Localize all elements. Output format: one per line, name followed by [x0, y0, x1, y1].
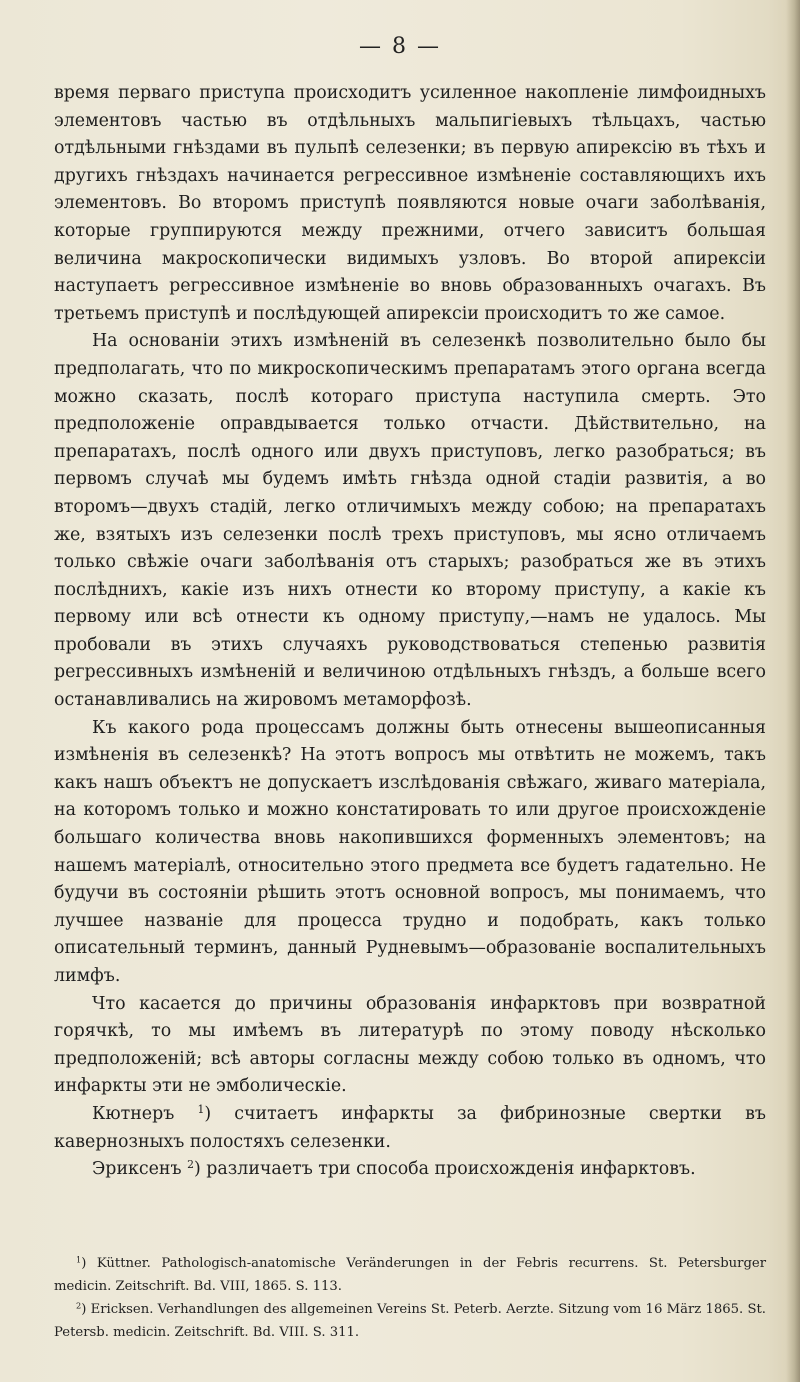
footnote-ref-1: 1: [197, 1103, 205, 1117]
paragraph-6-lead: Эриксенъ: [92, 1159, 188, 1180]
paragraph-6: [54, 1156, 766, 1184]
footnote-2-text: ) Ericksen. Verhandlungen des allgemeinen Vereins St. Peterb. Aerzte. Sitzung vom 16 März 1865. St. Petersb. medicin. Zeitschrift. Bd. VIII. S. 311.: [54, 1302, 766, 1340]
paragraph-4: Что касается до причины образованія инфарктовъ при возвратной горячкѣ, то мы имѣемъ въ литературѣ по этому поводу нѣсколько предположеній; всѣ авторы согласны между собою только въ одномъ, что инфаркты эти не эмболическіе.: [54, 993, 766, 1097]
page-number: — 8 —: [359, 34, 441, 59]
footnote-1-mark: 1: [76, 1254, 82, 1265]
paragraph-5: [54, 1101, 766, 1156]
footnote-1: [54, 1252, 766, 1298]
paragraph-5-lead: Кютнеръ: [92, 1103, 198, 1124]
paragraph-2: На основаніи этихъ измѣненій въ селезенкѣ позволительно было бы предполагать, что по микроскопическимъ препаратамъ этого органа всегда можно сказать, послѣ котораго приступа наступила смерть. Это предположеніе оправдывается только отчасти. Дѣйствительно, на препаратахъ, послѣ одного или двухъ приступовъ, легко разобраться; въ первомъ случаѣ мы будемъ имѣть гнѣзда одной стадіи развитія, а во второмъ—двухъ стадій, легко отличимыхъ между собою; на препаратахъ же, взятыхъ изъ селезенки послѣ трехъ приступовъ, мы ясно отличаемъ только свѣжіе очаги заболѣванія отъ старыхъ; разобраться же въ этихъ послѣднихъ, какіе изъ нихъ отнести ко второму приступу, а какіе къ первому или всѣ отнести къ одному приступу,—намъ не удалось. Мы пробовали въ этихъ случаяхъ руководствоваться степенью развитія регрессивныхъ измѣненій и величиною отдѣльныхъ гнѣздъ, а больше всего останавливались на жировомъ метаморфозѣ.: [54, 331, 766, 711]
paragraph-1: время перваго приступа происходитъ усиленное накопленіе лимфоидныхъ элементовъ частью въ отдѣльныхъ мальпигіевыхъ тѣльцахъ, частью отдѣльными гнѣздами въ пульпѣ селезенки; въ первую апирексію въ тѣхъ и другихъ гнѣздахъ начинается регрессивное измѣненіе составляющихъ ихъ элементовъ. Во второмъ приступѣ появляются новые очаги заболѣванія, которые группируются между прежними, отчего зависитъ большая величина макроскопически видимыхъ узловъ. Во второй апирексіи наступаетъ регрессивное измѣненіе во вновь образованныхъ очагахъ. Въ третьемъ приступѣ и послѣдующей апирексіи происходитъ то же самое.: [54, 83, 766, 324]
footnotes: [54, 1252, 766, 1344]
footnote-ref-2: 2: [187, 1158, 194, 1172]
page-edge-shadow: [786, 0, 800, 1382]
main-text: [54, 80, 766, 1184]
footnote-1-text: ) Küttner. Pathologisch-anatomische Veränderungen in der Febris recurrens. St. Petersburger medicin. Zeitschrift. Bd. VIII, 1865. S. 113.: [54, 1256, 766, 1294]
paragraph-5-rest: ) считаетъ инфаркты за фибринозные свертки въ кавернозныхъ полостяхъ селезенки.: [54, 1103, 766, 1152]
footnote-2-mark: 2: [76, 1300, 82, 1311]
paragraph-6-rest: ) различаетъ три способа происхожденія инфарктовъ.: [193, 1159, 696, 1180]
paragraph-3: Къ какого рода процессамъ должны быть отнесены вышеописанныя измѣненія въ селезенкѣ? На этотъ вопросъ мы отвѣтить не можемъ, такъ какъ нашъ объектъ не допускаетъ изслѣдованія свѣжаго, живаго матеріала, на которомъ только и можно констатировать то или другое происхожденіе большаго количества вновь накопившихся форменныхъ элементовъ; на нашемъ матеріалѣ, относительно этого предмета все будетъ гадательно. Не будучи въ состояніи рѣшить этотъ основной вопросъ, мы понимаемъ, что лучшее названіе для процесса трудно и подобрать, какъ только описательный терминъ, данный Рудневымъ—образованіе воспалительныхъ лимфъ.: [54, 717, 766, 986]
footnote-2: [54, 1298, 766, 1344]
